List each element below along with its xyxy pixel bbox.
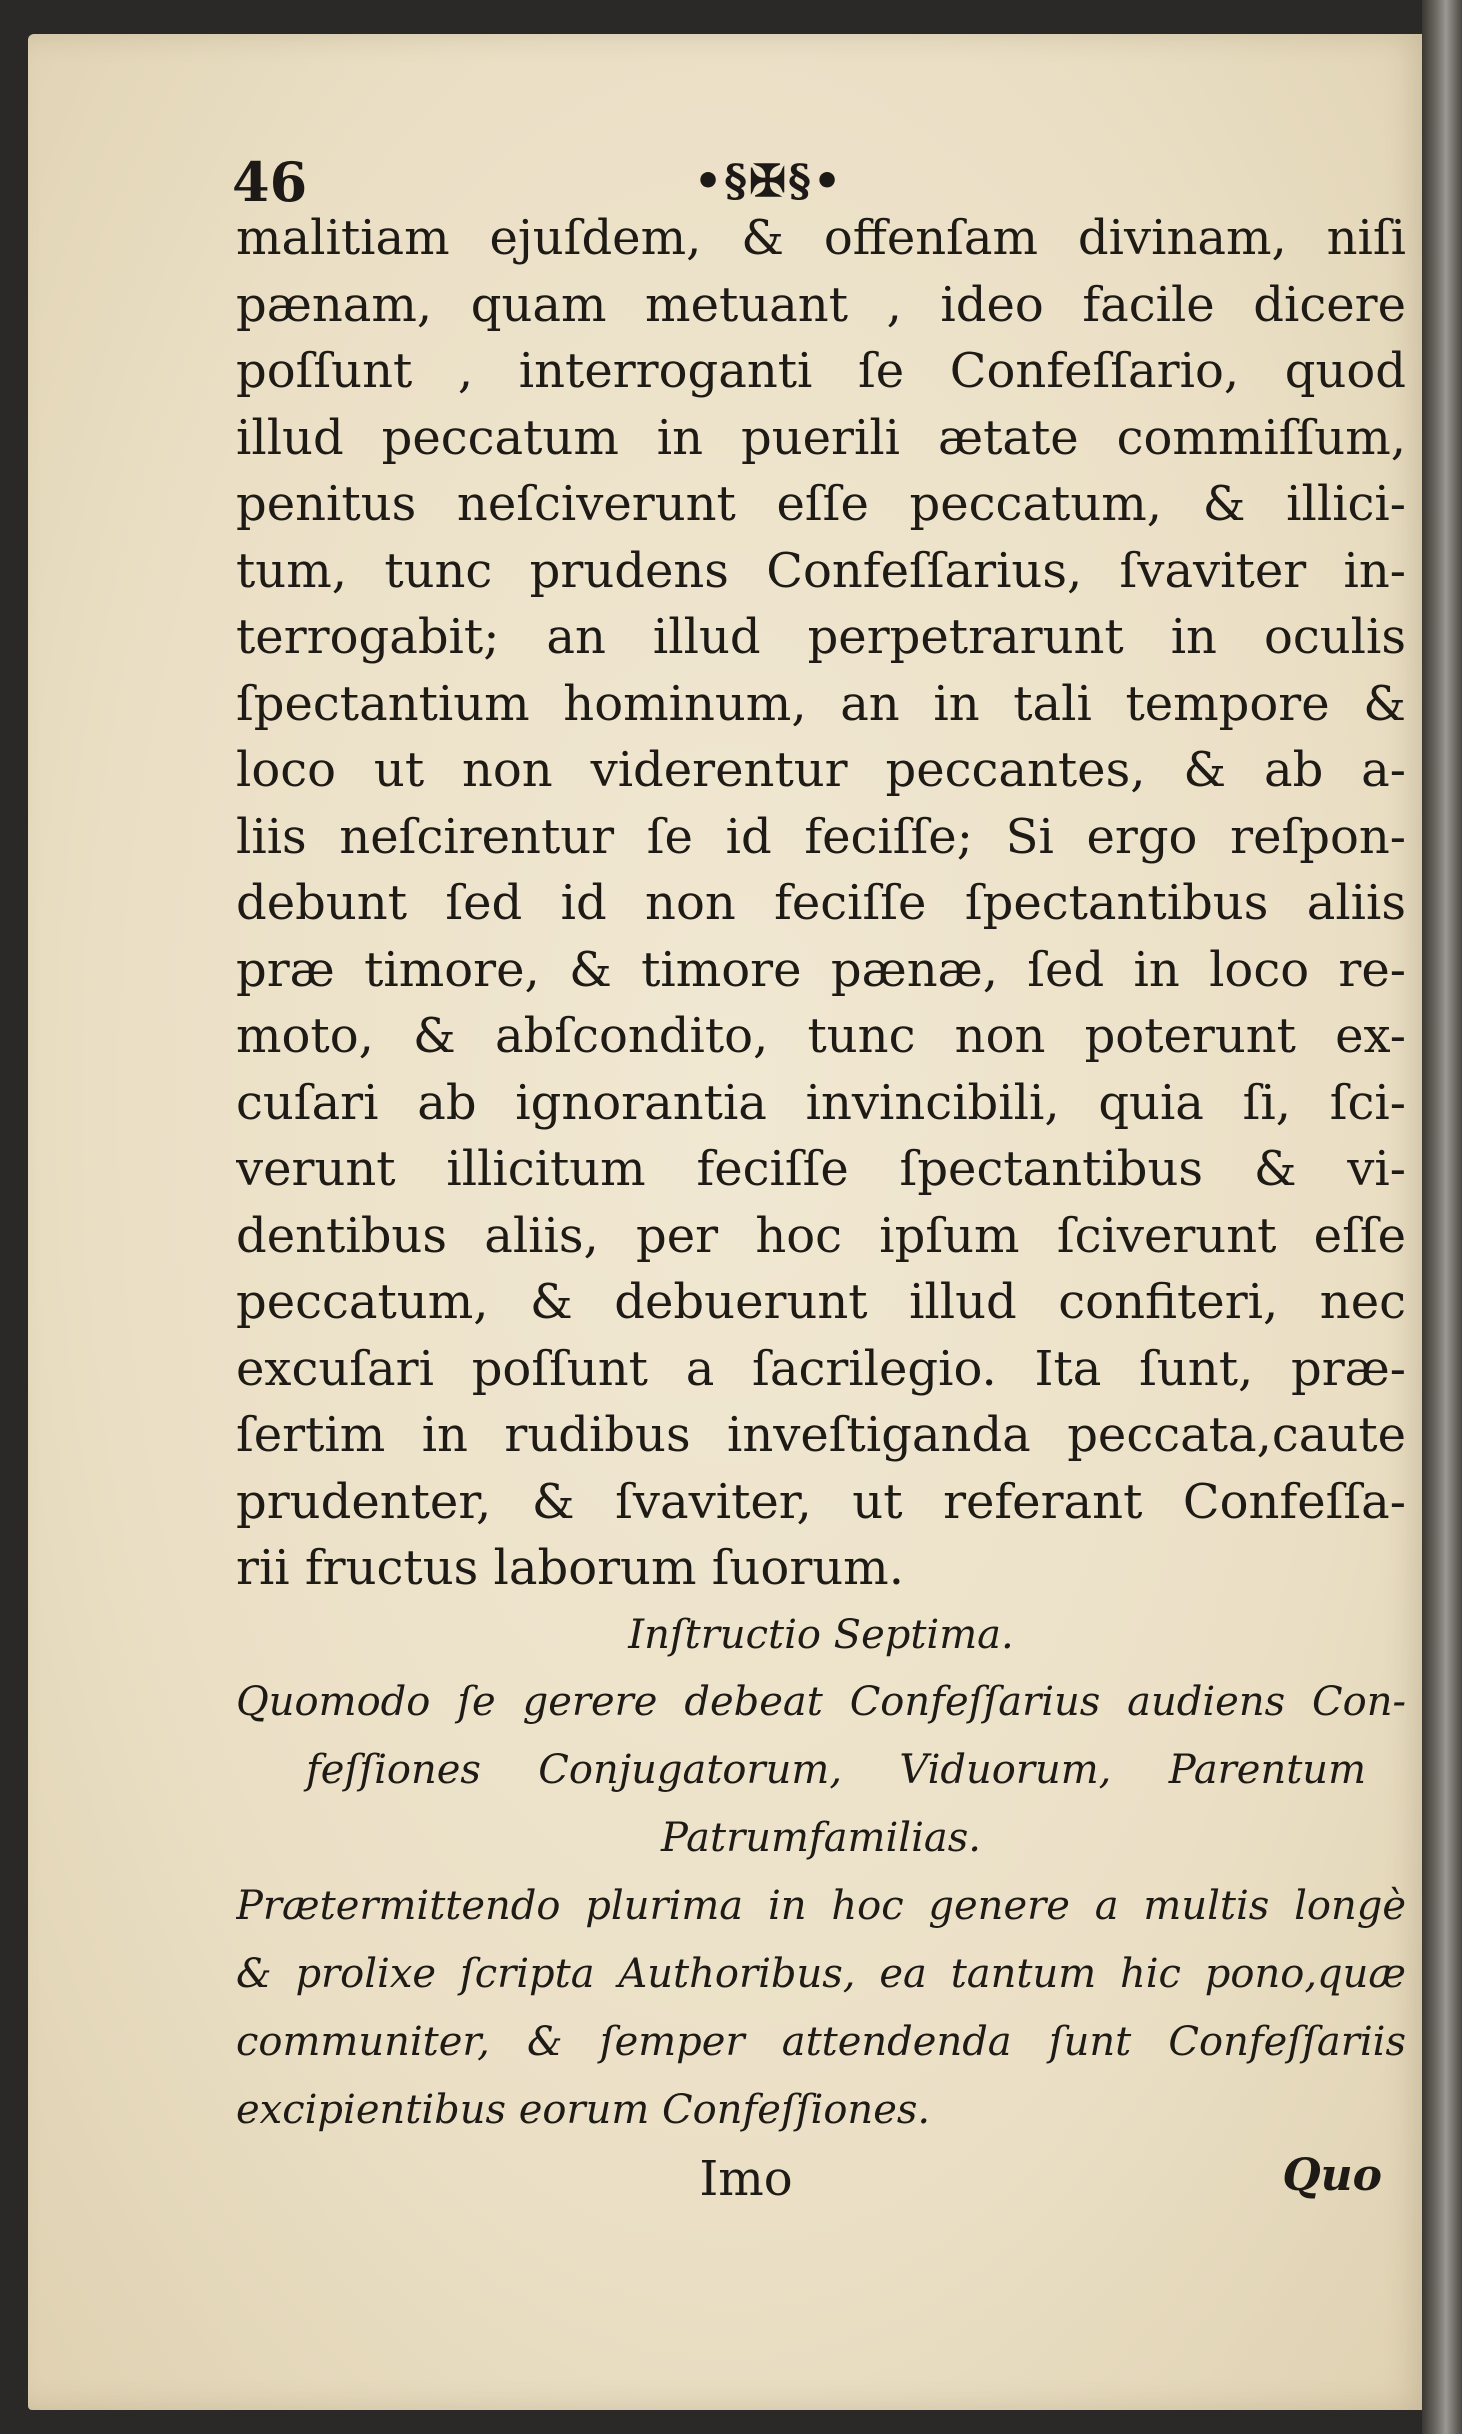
body-line: ſpectantium hominum, an in tali tempore & xyxy=(236,675,1406,732)
body-line: penitus neſciverunt eſſe peccatum, & illici- xyxy=(236,476,1406,532)
page-number: 46 xyxy=(232,150,308,214)
body-line: peccatum, & debuerunt illud confiteri, nec xyxy=(236,1274,1406,1330)
body-line: moto, & abſcondito, tunc non poterunt ex- xyxy=(236,1008,1406,1064)
body-text xyxy=(236,205,1406,2214)
body-line: dentibus aliis, per hoc ipſum ſciverunt eſſe xyxy=(236,1207,1406,1264)
subtitle-line: Quomodo ſe gerere debeat Confeſſarius audiens Con- xyxy=(236,1678,1406,1725)
body-line: tum, tunc prudens Confeſſarius, ſvaviter in- xyxy=(236,542,1406,599)
body-line: prudenter, & ſvaviter, ut referant Confeſſa- xyxy=(236,1473,1406,1530)
body-line: pænam, quam metuant , ideo facile dicere xyxy=(236,276,1406,333)
paragraph-line: excipientibus eorum Confeſſiones. xyxy=(236,2086,931,2133)
body-line: ſertim in rudibus inveſtiganda peccata,caute xyxy=(236,1407,1406,1463)
body-line-last: rii fructus laborum ſuorum. xyxy=(236,1540,904,1596)
body-line: poſſunt , interroganti ſe Confeſſario, quod xyxy=(236,343,1406,399)
body-line: præ timore, & timore pænæ, ſed in loco re- xyxy=(236,941,1406,998)
paragraph-line: & prolixe ſcripta Authoribus, ea tantum hic pono,quæ xyxy=(236,1950,1406,1997)
body-line: terrogabit; an illud perpetrarunt in oculis xyxy=(236,609,1406,665)
book-spine-edge xyxy=(1422,0,1462,2434)
paragraph-line: communiter, & ſemper attendenda ſunt Confeſſariis xyxy=(236,2018,1406,2065)
body-line: excuſari poſſunt a ſacrilegio. Ita ſunt, præ- xyxy=(236,1340,1406,1397)
paragraph-line: Prætermittendo plurima in hoc genere a multis longè xyxy=(236,1882,1406,1929)
body-line: debunt ſed id non feciſſe ſpectantibus aliis xyxy=(236,875,1406,931)
body-line: verunt illicitum feciſſe ſpectantibus & vi- xyxy=(236,1141,1406,1197)
subtitle-line: feſſiones Conjugatorum, Viduorum, Parentum xyxy=(306,1746,1366,1793)
subtitle-line: Patrumfamilias. xyxy=(661,1814,981,1861)
body-line: illud peccatum in puerili ætate commiſſum, xyxy=(236,409,1406,466)
catchword-center: Imo xyxy=(699,2150,793,2207)
header-ornament: •§✠§• xyxy=(694,156,844,207)
body-line: cuſari ab ignorantia invincibili, quia ſi, ſci- xyxy=(236,1074,1406,1131)
body-line: loco ut non viderentur peccantes, & ab a- xyxy=(236,742,1406,798)
catchword-right: Quo xyxy=(1282,2150,1382,2201)
body-line: liis neſcirentur ſe id feciſſe; Si ergo reſpon- xyxy=(236,808,1406,865)
body-line: malitiam ejuſdem, & offenſam divinam, niſi xyxy=(236,210,1406,266)
section-heading: Inſtructio Septima. xyxy=(628,1611,1014,1658)
